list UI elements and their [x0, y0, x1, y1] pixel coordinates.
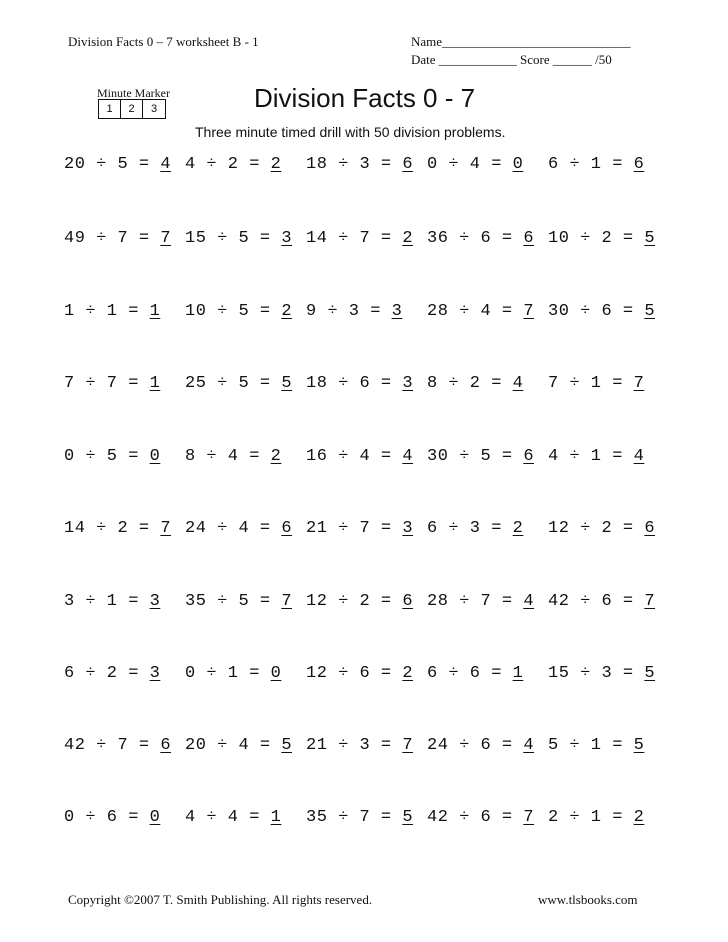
problem-answer: 6: [523, 447, 535, 466]
division-problem: [427, 300, 534, 324]
problem-question: 42 ÷ 6 =: [427, 808, 524, 827]
problem-question: 4 ÷ 4 =: [185, 808, 271, 827]
problem-answer: 3: [149, 664, 161, 683]
problem-question: 5 ÷ 1 =: [548, 736, 634, 755]
division-problem: [427, 662, 523, 686]
problem-answer: 6: [633, 155, 645, 174]
copyright-notice: Copyright ©2007 T. Smith Publishing. All rights reserved.: [68, 892, 373, 907]
problem-answer: 4: [160, 155, 172, 174]
problem-question: 18 ÷ 3 =: [306, 155, 403, 174]
minute-marker-box-2: 2: [121, 100, 143, 118]
problem-question: 30 ÷ 6 =: [548, 302, 645, 321]
division-problem: [548, 590, 655, 614]
division-problem: [306, 517, 413, 541]
problem-answer: 2: [402, 229, 414, 248]
division-problem: [185, 227, 292, 251]
problem-answer: 1: [512, 664, 524, 683]
problem-answer: 0: [270, 664, 282, 683]
problem-question: 7 ÷ 1 =: [548, 374, 634, 393]
division-problem: [306, 734, 413, 758]
problem-question: 42 ÷ 6 =: [548, 592, 645, 611]
problem-question: 20 ÷ 5 =: [64, 155, 161, 174]
problem-answer: 6: [402, 592, 414, 611]
problem-answer: 4: [633, 447, 645, 466]
problem-question: 12 ÷ 2 =: [306, 592, 403, 611]
division-problem: [427, 445, 534, 469]
problem-question: 2 ÷ 1 =: [548, 808, 634, 827]
problem-question: 20 ÷ 4 =: [185, 736, 282, 755]
division-problem: [64, 227, 171, 251]
division-problem: [64, 153, 171, 177]
problem-answer: 7: [644, 592, 656, 611]
division-problem: [548, 300, 655, 324]
website-link: www.tlsbooks.com: [538, 892, 638, 907]
problem-answer: 2: [281, 302, 293, 321]
problem-question: 28 ÷ 4 =: [427, 302, 524, 321]
problem-question: 21 ÷ 7 =: [306, 519, 403, 538]
division-problem: [548, 662, 655, 686]
problem-answer: 5: [644, 229, 656, 248]
problem-question: 12 ÷ 6 =: [306, 664, 403, 683]
division-problem: [548, 372, 644, 396]
problem-question: 6 ÷ 3 =: [427, 519, 513, 538]
problem-question: 8 ÷ 2 =: [427, 374, 513, 393]
problem-question: 25 ÷ 5 =: [185, 374, 282, 393]
problem-answer: 2: [270, 155, 282, 174]
problem-question: 0 ÷ 4 =: [427, 155, 513, 174]
problem-answer: 5: [644, 302, 656, 321]
minute-marker-label: Minute Marker: [97, 86, 170, 100]
problem-answer: 1: [149, 374, 161, 393]
division-problem: [548, 806, 644, 830]
problem-answer: 6: [402, 155, 414, 174]
problem-question: 49 ÷ 7 =: [64, 229, 161, 248]
problem-question: 24 ÷ 6 =: [427, 736, 524, 755]
date-score-line: Date ____________ Score ______ /50: [411, 52, 612, 67]
division-problem: [306, 153, 413, 177]
problem-question: 35 ÷ 5 =: [185, 592, 282, 611]
problem-question: 6 ÷ 2 =: [64, 664, 150, 683]
division-problem: [64, 662, 160, 686]
problem-question: 21 ÷ 3 =: [306, 736, 403, 755]
problem-answer: 3: [391, 302, 403, 321]
division-problem: [548, 153, 644, 177]
division-problem: [306, 300, 402, 324]
problem-question: 0 ÷ 6 =: [64, 808, 150, 827]
problem-question: 42 ÷ 7 =: [64, 736, 161, 755]
problem-question: 7 ÷ 7 =: [64, 374, 150, 393]
division-problem: [427, 517, 523, 541]
problem-answer: 2: [270, 447, 282, 466]
problem-answer: 7: [633, 374, 645, 393]
division-problem: [548, 734, 644, 758]
problem-answer: 7: [523, 808, 535, 827]
minute-marker-box-1: 1: [99, 100, 121, 118]
problem-question: 10 ÷ 2 =: [548, 229, 645, 248]
division-problem: [427, 153, 523, 177]
division-problem: [427, 734, 534, 758]
problem-answer: 5: [644, 664, 656, 683]
minute-marker-box-3: 3: [150, 103, 158, 115]
problem-answer: 2: [402, 664, 414, 683]
division-problem: [64, 445, 160, 469]
division-problem: [306, 372, 413, 396]
page-title: Division Facts 0 - 7: [254, 83, 476, 113]
problem-question: 3 ÷ 1 =: [64, 592, 150, 611]
division-problem: [306, 662, 413, 686]
problem-answer: 6: [523, 229, 535, 248]
problem-answer: 3: [149, 592, 161, 611]
problem-answer: 0: [512, 155, 524, 174]
problem-question: 18 ÷ 6 =: [306, 374, 403, 393]
division-problem: [64, 590, 160, 614]
problem-answer: 1: [270, 808, 282, 827]
problem-answer: 6: [644, 519, 656, 538]
problem-answer: 7: [160, 229, 172, 248]
problem-answer: 4: [512, 374, 524, 393]
division-problem: [548, 227, 655, 251]
problem-question: 12 ÷ 2 =: [548, 519, 645, 538]
problem-answer: 5: [281, 374, 293, 393]
problem-answer: 5: [633, 736, 645, 755]
division-problem: [306, 590, 413, 614]
problem-question: 6 ÷ 6 =: [427, 664, 513, 683]
problem-question: 36 ÷ 6 =: [427, 229, 524, 248]
division-problem: [64, 806, 160, 830]
problem-answer: 3: [402, 519, 414, 538]
name-field-line: Name_____________________________: [411, 34, 631, 49]
problem-answer: 7: [160, 519, 172, 538]
division-problem: [185, 445, 281, 469]
division-problem: [64, 517, 171, 541]
problem-answer: 0: [149, 808, 161, 827]
problem-question: 6 ÷ 1 =: [548, 155, 634, 174]
problem-question: 4 ÷ 2 =: [185, 155, 271, 174]
problem-answer: 5: [402, 808, 414, 827]
division-problem: [64, 734, 171, 758]
division-problem: [306, 445, 413, 469]
problem-question: 15 ÷ 5 =: [185, 229, 282, 248]
problem-answer: 4: [523, 592, 535, 611]
problem-answer: 2: [633, 808, 645, 827]
worksheet-header: Division Facts 0 – 7 worksheet B - 1: [68, 34, 259, 49]
problem-question: 10 ÷ 5 =: [185, 302, 282, 321]
division-problem: [548, 445, 644, 469]
division-problem: [64, 300, 160, 324]
division-problem: [427, 372, 523, 396]
division-problem: [185, 590, 292, 614]
division-problem: [427, 227, 534, 251]
page-subtitle: Three minute timed drill with 50 division problems.: [195, 124, 506, 140]
division-problem: [427, 806, 534, 830]
problem-question: 4 ÷ 1 =: [548, 447, 634, 466]
problem-question: 1 ÷ 1 =: [64, 302, 150, 321]
division-problem: [185, 734, 292, 758]
problem-answer: 7: [402, 736, 414, 755]
problem-answer: 5: [281, 736, 293, 755]
problem-question: 28 ÷ 7 =: [427, 592, 524, 611]
problem-question: 14 ÷ 2 =: [64, 519, 161, 538]
problem-question: 9 ÷ 3 =: [306, 302, 392, 321]
problem-question: 0 ÷ 5 =: [64, 447, 150, 466]
problem-question: 15 ÷ 3 =: [548, 664, 645, 683]
division-problem: [185, 300, 292, 324]
problem-question: 30 ÷ 5 =: [427, 447, 524, 466]
division-problem: [427, 590, 534, 614]
problem-answer: 3: [402, 374, 414, 393]
problem-question: 16 ÷ 4 =: [306, 447, 403, 466]
problem-question: 35 ÷ 7 =: [306, 808, 403, 827]
division-problem: [185, 662, 281, 686]
problem-answer: 6: [160, 736, 172, 755]
division-problem: [306, 806, 413, 830]
division-problem: [64, 372, 160, 396]
problem-question: 24 ÷ 4 =: [185, 519, 282, 538]
problem-question: 14 ÷ 7 =: [306, 229, 403, 248]
problem-answer: 1: [149, 302, 161, 321]
division-problem: [548, 517, 655, 541]
problem-answer: 2: [512, 519, 524, 538]
problem-answer: 4: [402, 447, 414, 466]
division-problem: [306, 227, 413, 251]
division-problem: [185, 372, 292, 396]
division-problem: [185, 806, 281, 830]
problem-answer: 0: [149, 447, 161, 466]
division-problem: [185, 517, 292, 541]
problem-answer: 4: [523, 736, 535, 755]
problem-answer: 7: [523, 302, 535, 321]
problem-answer: 7: [281, 592, 293, 611]
problem-question: 0 ÷ 1 =: [185, 664, 271, 683]
problem-answer: 3: [281, 229, 293, 248]
division-problem: [185, 153, 281, 177]
problem-answer: 6: [281, 519, 293, 538]
problem-question: 8 ÷ 4 =: [185, 447, 271, 466]
